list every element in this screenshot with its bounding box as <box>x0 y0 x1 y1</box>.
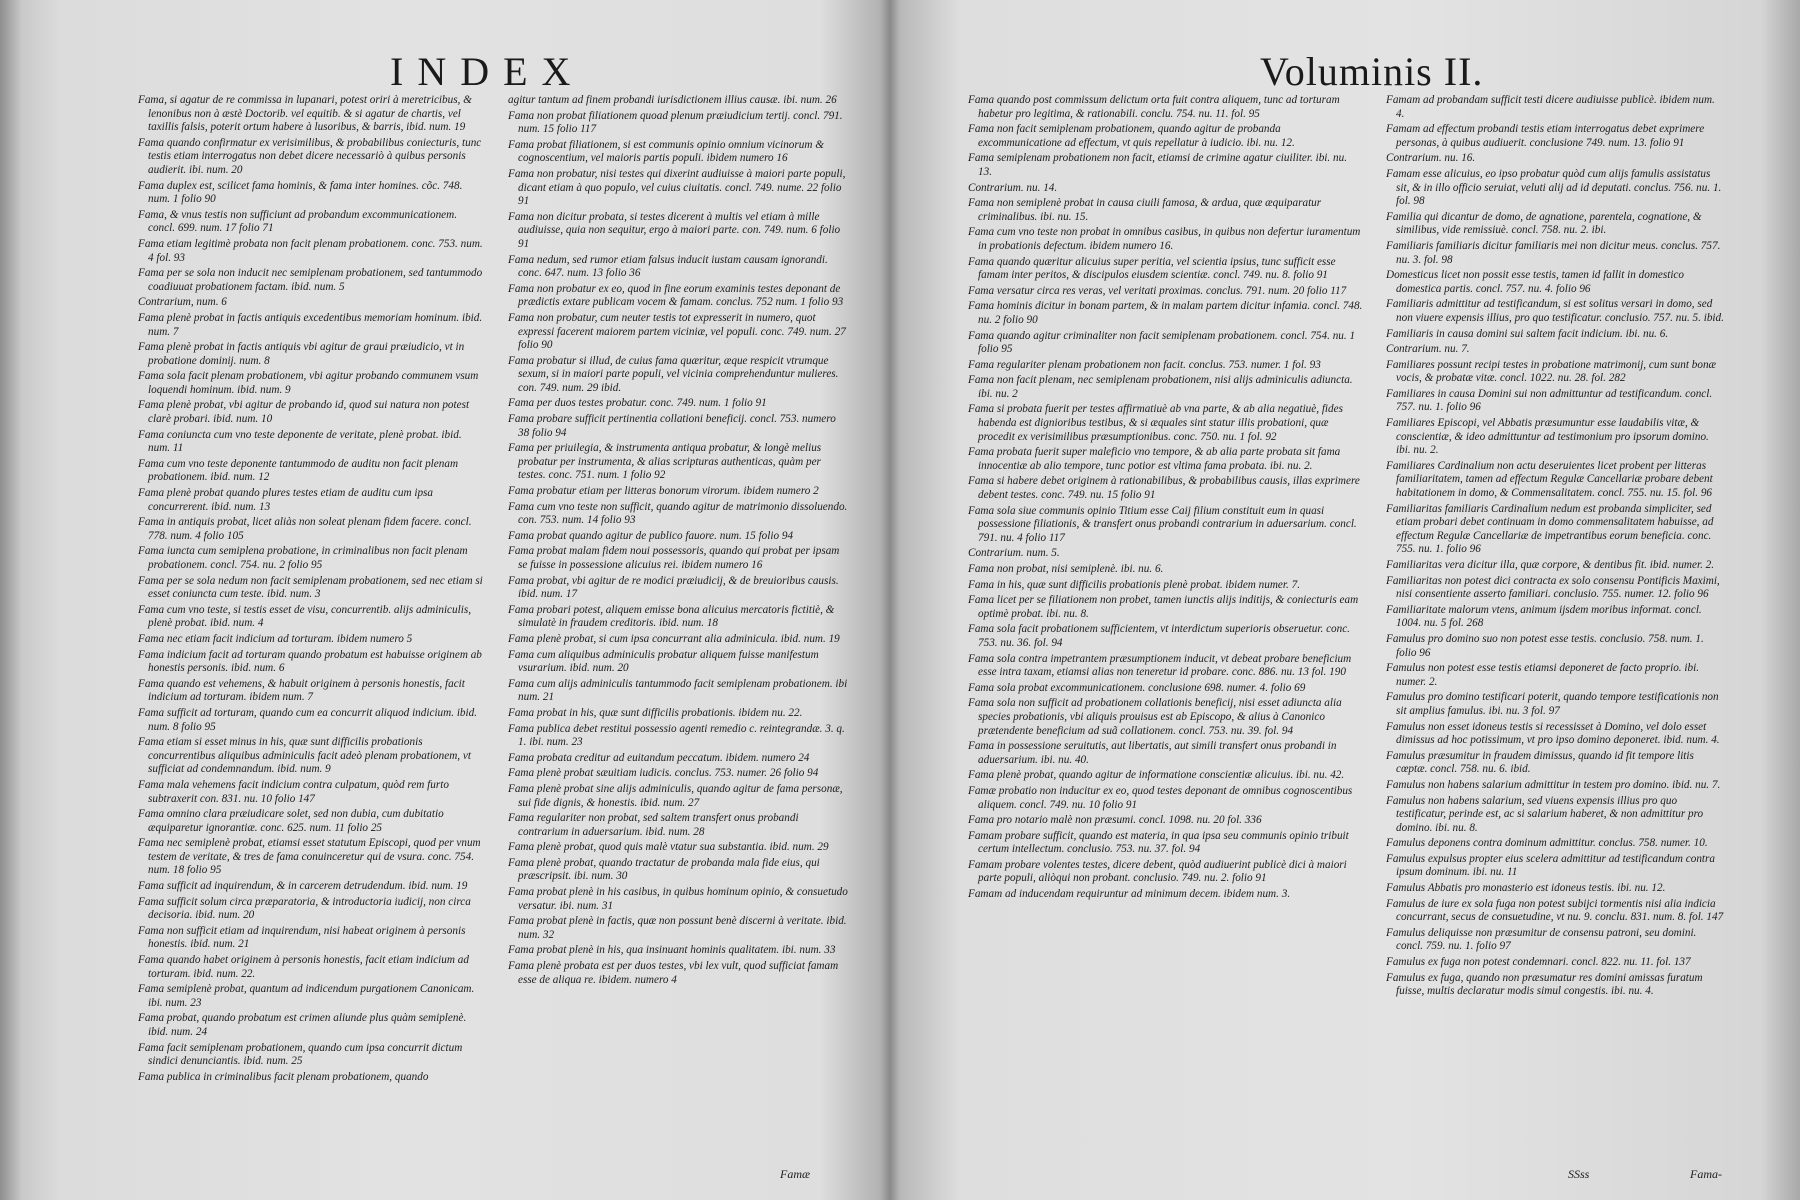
index-entry: Fama probatur etiam per litteras bonorum virorum. ibidem numero 2 <box>508 485 819 498</box>
index-entry: Fama sola siue communis opinio Titium esse Caij filium constituit eum in quasi possessione filiationis, & transfert onus probandi contrarium in aduersarium. concl. 791. nu. 4 folio 117 <box>968 504 1357 544</box>
index-entry: Fama sufficit ad inquirendum, & in carcerem detrudendum. ibid. num. 19 <box>138 880 468 893</box>
index-entry: Fama cum aliquibus adminiculis probatur aliquem fuisse manifestum vsurarium. ibid. num. 20 <box>508 648 819 675</box>
index-entry: Fama plenè probat, quando tractatur de probanda mala fide eius, qui præscripsit. ibi. num. 30 <box>508 856 820 883</box>
index-entry: Fama nec semiplenè probat, etiamsi esset statutum Episcopi, quod per vnum testem de veritate, & tres de fama conuinceretur qui de vsura. conc. 754. num. 18 folio 95 <box>138 837 481 877</box>
index-entry: Fama probata fuerit super maleficio vno tempore, & ab alia parte probata sit fama innocentiæ ab alio tempore, tunc potior est vltima fama probata. ibi. nu. 2. <box>968 446 1341 472</box>
index-entry: Fama omnino clara præiudicare solet, sed non dubia, cum dubitatio æquiparetur ignorantiæ. conc. 625. num. 11 folio 25 <box>138 808 444 834</box>
index-entry: Fama iuncta cum semiplena probatione, in criminalibus non facit plenam probationem. concl. 754. nu. 2 folio 95 <box>138 545 468 571</box>
index-entry: Fama plenè probat quando plures testes etiam de auditu cum ipsa concurrerent. ibid. num. 13 <box>138 487 433 513</box>
index-entry: Fama quando est vehemens, & habuit originem à personis honestis, facit indicium ad torturam. ibidem num. 7 <box>138 677 465 704</box>
index-column-2 <box>1386 94 1726 1150</box>
index-entry: Fama non facit semiplenam probationem, quando agitur de probanda excommunicatione ad effectum, vt quis repellatur à iudicio. ibi. nu. 12. <box>968 123 1295 149</box>
index-entry: Fama non semiplenè probat in causa ciuili famosa, & ardua, quæ æquiparatur criminalibus. ibi. nu. 15. <box>968 197 1322 223</box>
index-entry: Famam ad probandam sufficit testi dicere audiuisse publicè. ibidem num. 4. <box>1386 94 1715 120</box>
index-entry: Fama quando agitur criminaliter non facit semiplenam probationem. concl. 754. nu. 1 folio 95 <box>968 329 1356 356</box>
index-entry: Famulus non habens salarium, sed viuens expensis illius pro quo testificatur, perinde est, ac si salarium haberet, & non admittitur pro domino. ibi. nu. 8. <box>1386 794 1704 834</box>
running-head: INDEX <box>390 49 585 94</box>
index-entry: Fama per se sola nedum non facit semiplenam probationem, sed nec etiam si esset coniuncta cum teste. ibid. num. 3 <box>138 574 483 601</box>
index-entry: Fama regulariter non probat, sed saltem transfert onus probandi contrarium in aduersarium. ibid. num. 28 <box>508 812 799 838</box>
index-entry: Famulus deliquisse non præsumitur de consensu patroni, seu domini. concl. 759. nu. 1. folio 97 <box>1386 926 1697 953</box>
catchword: Fama- <box>1690 1167 1722 1181</box>
index-entry: Fama plenè probat, si cum ipsa concurrant alia adminicula. ibid. num. 19 <box>508 632 840 645</box>
index-entry: Famulus non esset idoneus testis si recessisset à Domino, vel dolo esset dimissus ad hoc potissimum, vt pro ipso domino deponeret. ibid. num. 4. <box>1386 720 1720 747</box>
index-entry: Contrarium. nu. 7. <box>1386 343 1470 356</box>
index-entry: Famam ad effectum probandi testis etiam interrogatus debet exprimere personas, à quibus audiuerit. conclusione 749. num. 13. folio 91 <box>1386 123 1705 149</box>
index-entry: Famam ad inducendam requiruntur ad minimum decem. ibidem num. 3. <box>968 888 1291 901</box>
index-column-2 <box>508 94 848 1150</box>
index-entry: Famulus expulsus propter eius scelera admittitur ad testificandum contra ipsum dominum. ibi. nu. 11 <box>1386 852 1715 879</box>
index-entry: Famulus non potest esse testis etiamsi deponeret de facto proprio. ibi. numer. 2. <box>1386 662 1700 688</box>
index-entry: Fama in his, quæ sunt difficilis probationis plenè probat. ibidem numer. 7. <box>968 578 1300 591</box>
index-entry: Fama pro notario malè non præsumi. concl. 1098. nu. 20 fol. 336 <box>968 814 1262 827</box>
index-entry: Fama in possessione seruitutis, aut libertatis, aut simili transfert onus probandi in aduersarium. ibi. nu. 40. <box>968 740 1337 766</box>
index-entry: Fama nec etiam facit indicium ad torturam. ibidem numero 5 <box>138 632 413 645</box>
index-entry: Fama sola facit probationem sufficientem, vt interdictum superioris obseruetur. conc. 753. nu. 36. fol. 94 <box>968 623 1350 649</box>
index-entry: Fama sufficit solum circa præparatoria, & introductoria iudicij, non circa decisoria. ibid. num. 20 <box>138 895 471 922</box>
index-entry: Fama probat malam fidem noui possessoris, quando qui probat per ipsam se fuisse in possessione alicuius rei. ibidem numero 16 <box>508 545 840 571</box>
index-entry: Familiaritas non potest dici contracta ex solo consensu Pontificis Maximi, nisi consentiente asserto familiari. conclusio. 755. numer. 12. folio 96 <box>1386 574 1720 601</box>
index-entry: Fama cum vno teste, si testis esset de visu, concurrentib. alijs adminiculis, plenè probat. ibid. num. 4 <box>138 603 471 630</box>
index-entry: Fama facit semiplenam probationem, quando cum ipsa concurrit dictum sindici denunciantis. ibid. num. 25 <box>138 1041 463 1068</box>
index-entry: Fama etiam legitimè probata non facit plenam probationem. conc. 753. num. 4 fol. 93 <box>138 237 483 264</box>
index-entry: Contrarium, num. 6 <box>138 296 227 309</box>
index-entry: Fama versatur circa res veras, vel veritati proximas. conclus. 791. num. 20 folio 117 <box>968 284 1347 297</box>
index-entry: Fama plenè probat in factis antiquis excedentibus memoriam hominum. ibid. num. 7 <box>138 311 483 338</box>
index-entry: Fama probari potest, aliquem emisse bona alicuius mercatoris fictitiè, & simulatè in fraudem creditoris. ibid. num. 18 <box>508 603 835 630</box>
catchword: Famæ <box>780 1167 810 1181</box>
index-entry: Fama non probat, nisi semiplenè. ibi. nu. 6. <box>968 563 1164 575</box>
index-entry: Familiaris in causa domini sui saltem facit indicium. ibi. nu. 6. <box>1386 327 1669 340</box>
index-entry: Famulus de iure ex sola fuga non potest subijci tormentis nisi alia indicia concurrant, secus de consuetudine, vt nu. 9. conclu. 831. num. 8. fol. 147 <box>1386 897 1724 924</box>
index-entry: Fama per priuilegia, & instrumenta antiqua probatur, & longè melius probatur per instrumenta, & alias scripturas authenticas, quàm per testes. conc. 751. num. 1 folio 92 <box>508 442 822 482</box>
index-entry: Familiares Cardinalium non actu deseruientes licet probent per litteras familiaritatem, tamen ad effectum Regulæ Cancellariæ probare debent habitationem in domo, & Commensalitatem. concl. 755. nu. 15. fol. 96 <box>1386 459 1713 500</box>
index-entry: Familiaris familiaris dicitur familiaris mei non dicitur meus. conclus. 757. nu. 3. fol. 98 <box>1386 239 1721 266</box>
index-entry: Fama quando post commissum delictum orta fuit contra aliquem, tunc ad torturam habetur pro legitima, & rationabili. conclu. 754. nu. 11. fol. 95 <box>968 94 1340 120</box>
index-entry: Fama regulariter plenam probationem non facit. conclus. 753. numer. 1 fol. 93 <box>968 358 1321 371</box>
index-entry: Fama quando confirmatur ex verisimilibus, & probabilibus coniecturis, tunc testis etiam interrogatus non debet dicere necessariò à quibus personis audierit. ibi. num. 20 <box>138 136 482 176</box>
index-entry: Fama quando habet originem à personis honestis, facit etiam indicium ad torturam. ibid. num. 22. <box>138 954 469 980</box>
index-entry: Fama probat, quando probatum est crimen aliunde plus quàm semiplenè. ibid. num. 24 <box>138 1012 467 1038</box>
index-entry: Fama probat filiationem, si est communis opinio omnium vicinorum & cognoscentium, vel maioris partis populi. ibidem numero 16 <box>508 138 824 165</box>
index-entry: Contrarium. nu. 14. <box>968 181 1058 194</box>
index-entry: agitur tantum ad finem probandi iurisdictionem illius causæ. ibi. num. 26 <box>508 94 837 106</box>
index-entry: Fama non probatur, nisi testes qui dixerint audiuisse à maiori parte populi, dicant etiam à quo populo, vel cuius ciuitatis. concl. 749. nume. 22 folio 91 <box>508 167 846 208</box>
index-entry: Contrarium. num. 5. <box>968 547 1060 560</box>
index-entry: Fama non probatur, cum neuter testis tot expresserit in numero, quot expressi facerent maiorem partem viciniæ, vel populi. conc. 749. num. 27 folio 90 <box>508 311 846 352</box>
index-entry: Famulus pro domino suo non potest esse testis. conclusio. 758. num. 1. folio 96 <box>1386 632 1704 659</box>
index-column-1 <box>138 94 483 1150</box>
index-entry: Fama, & vnus testis non sufficiunt ad probandum excommunicationem. concl. 699. num. 17 folio 71 <box>138 208 458 235</box>
index-entry: Fama non probatur ex eo, quod in fine eorum examinis testes deponant de prædictis extare publicam vocem & famam. conclus. 752 num. 1 folio 93 <box>508 282 844 309</box>
index-entry: Fama probat plenè in factis, quæ non possunt benè discerni à veritate. ibid. num. 32 <box>508 915 847 941</box>
index-entry: Fama plenè probat, quando agitur de informatione conscientiæ alicuius. ibi. nu. 42. <box>968 769 1345 782</box>
index-entry: Familia qui dicantur de domo, de agnatione, parentela, cognatione, & similibus, vide remissiuè. concl. 758. nu. 2. ibi. <box>1386 210 1702 237</box>
index-entry: Fama licet per se filiationem non probet, tamen iunctis alijs inditijs, & coniecturis eam optimè probat. ibi. nu. 8. <box>968 594 1359 620</box>
signature-mark: SSss <box>1568 1167 1590 1181</box>
index-column-1 <box>968 94 1363 1150</box>
index-entry: Fama probat, vbi agitur de re modici præiudicij, & de breuioribus causis. ibid. num. 17 <box>508 574 839 601</box>
index-entry: Fama probat plenè in his casibus, in quibus hominum opinio, & consuetudo versatur. ibi. num. 31 <box>508 886 848 912</box>
index-entry: Domesticus licet non possit esse testis, tamen id fallit in domestico domestica partis. concl. 757. nu. 4. folio 96 <box>1386 269 1684 295</box>
index-entry: Fama mala vehemens facit indicium contra culpatum, quòd rem furto subtraxerit con. 831. nu. 10 folio 147 <box>138 778 449 805</box>
index-entry: Famam esse alicuius, eo ipso probatur quòd cum alijs famulis assistatus sit, & in illo officio seruiat, veluti alij ad id deputati. conclus. 756. nu. 1. fol. 98 <box>1386 167 1722 208</box>
index-entry: Familiaritas familiaris Cardinalium nedum est probanda simpliciter, sed etiam probari debet continuam in domo commensalitatem habuisse, ad effectum Regulæ Cancellariæ de impetrantibus eorum beneficia. conc. 755. nu. 1. folio 96 <box>1386 502 1714 556</box>
index-entry: Fama non probat filiationem quoad plenum præiudicium tertij. concl. 791. num. 15 folio 117 <box>508 109 843 136</box>
index-entry: Contrarium. nu. 16. <box>1386 152 1476 165</box>
right-page <box>890 0 1800 1200</box>
index-entry: Fama etiam si esset minus in his, quæ sunt difficilis probationis concurrentibus aliquibus adminiculis facit adeò plenam probationem, vt sufficiat ad condemnandum. ibid. num. 9 <box>138 736 471 776</box>
running-head: Voluminis II. <box>1260 49 1484 94</box>
index-entry: Fama si habere debet originem à rationabilibus, & probabilibus causis, illas exprimere debent testes. conc. 749. nu. 15 folio 91 <box>968 475 1360 502</box>
index-entry: Famulus deponens contra dominum admittitur. conclus. 758. numer. 10. <box>1386 837 1708 850</box>
index-entry: Fama sola facit plenam probationem, vbi agitur probando communem vsum loquendi hominum. ibid. num. 9 <box>138 370 479 396</box>
index-entry: Fama semiplenè probat, quantum ad indicendum purgationem Canonicam. ibi. num. 23 <box>138 983 475 1009</box>
index-entry: Fama si probata fuerit per testes affirmatiuè ab vna parte, & ab alia negatiuè, fides habenda est dignioribus testibus, & si æquales sint statur illis probationi, quæ procedit ex verisimilibus præsumptionibus. conc. 750. nu. 1 fol. 92 <box>968 403 1343 443</box>
index-entry: Fama quando quæritur alicuius super peritia, vel scientia ipsius, tunc sufficit esse famam inter peritos, & discipulos eiusdem scientiæ. concl. 749. nu. 8. folio 91 <box>968 255 1336 282</box>
index-entry: Fama plenè probat in factis antiquis vbi agitur de graui præiudicio, vt in probatione dominij. num. 8 <box>138 341 465 367</box>
index-entry: Familiaritas vera dicitur illa, quæ corpore, & dentibus fit. ibid. numer. 2. <box>1386 559 1715 571</box>
index-entry: Familiares Episcopi, vel Abbatis præsumuntur esse laudabilis vitæ, & conscientiæ, & ideo admittuntur ad testimonium pro ipsorum domino. ibi. nu. 2. <box>1386 417 1709 457</box>
index-entry: Fama sola contra impetrantem præsumptionem inducit, vt debeat probare beneficium esse intra taxam, etiamsi alias non teneretur id probare. conc. 886. nu. 13 fol. 190 <box>968 652 1352 679</box>
index-entry: Famulus ex fuga non potest condemnari. concl. 822. nu. 11. fol. 137 <box>1386 956 1691 969</box>
index-entry: Famæ probatio non inducitur ex eo, quod testes deponant de omnibus cognoscentibus aliquem. concl. 749. nu. 10 folio 91 <box>968 784 1353 811</box>
index-entry: Fama indicium facit ad torturam quando probatum est habuisse originem ab honestis personis. ibid. num. 6 <box>138 648 482 675</box>
index-entry: Fama plenè probat, quod quis malè vtatur sua substantia. ibid. num. 29 <box>508 841 829 854</box>
left-page <box>0 0 890 1200</box>
index-entry: Famam probare sufficit, quando est materia, in qua ipsa seu communis opinio tribuit certum intellectum. conclusio. 753. nu. 37. fol. 94 <box>968 829 1349 856</box>
index-entry: Fama plenè probat sæuitiam iudicis. conclus. 753. numer. 26 folio 94 <box>508 767 819 780</box>
index-entry: Fama coniuncta cum vno teste deponente de veritate, plenè probat. ibid. num. 11 <box>138 428 462 455</box>
index-entry: Fama sufficit ad torturam, quando cum ea concurrit aliquod indicium. ibid. num. 8 folio 95 <box>138 706 478 733</box>
index-entry: Fama probat quando agitur de publico fauore. num. 15 folio 94 <box>508 529 794 542</box>
index-entry: Fama nedum, sed rumor etiam falsus inducit iustam causam ignorandi. conc. 647. num. 13 folio 36 <box>508 253 828 280</box>
index-entry: Fama plenè probat, vbi agitur de probando id, quod sui natura non potest clarè probari. ibid. num. 10 <box>138 399 470 426</box>
index-entry: Fama non dicitur probata, si testes dicerent à multis vel etiam à mille audiuisse, quia non sequitur, ergo à maiori parte. con. 749. num. 6 folio 91 <box>508 210 841 250</box>
index-entry: Fama probata creditur ad euitandum peccatum. ibidem. numero 24 <box>508 751 810 764</box>
index-entry: Famulus non habens salarium admittitur in testem pro domino. ibid. nu. 7. <box>1386 778 1721 791</box>
index-entry: Fama probat in his, quæ sunt difficilis probationis. ibidem nu. 22. <box>508 706 803 719</box>
index-entry: Fama per se sola non inducit nec semiplenam probationem, sed tantummodo coadiuuat probationem factam. ibid. num. 5 <box>138 267 483 293</box>
index-entry: Fama sola non sufficit ad probationem collationis beneficij, nisi esset adiuncta alia species probationis, vbi aliquis prouisus est ab Episcopo, & alius à Canonico prætendente beneficium ad suã collationem. concl. 753. nu. 39. fol. 94 <box>968 697 1342 737</box>
index-entry: Fama per duos testes probatur. conc. 749. num. 1 folio 91 <box>508 397 767 410</box>
index-entry: Famulus Abbatis pro monasterio est idoneus testis. ibi. nu. 12. <box>1386 882 1666 895</box>
index-entry: Fama plenè probata est per duos testes, vbi lex vult, quod sufficiat famam esse de aliqua re. ibidem. numero 4 <box>508 960 839 986</box>
index-entry: Fama non facit plenam, nec semiplenam probationem, nisi alijs adminiculis adiuncta. ibi. nu. 2 <box>968 374 1353 400</box>
index-entry: Fama probare sufficit pertinentia collationi beneficij. concl. 753. numero 38 folio 94 <box>508 413 836 439</box>
index-entry: Fama non sufficit etiam ad inquirendum, nisi habeat originem à personis honestis. ibid. num. 21 <box>138 924 466 951</box>
index-entry: Fama hominis dicitur in bonam partem, & in malam partem dicitur infamia. concl. 748. nu. 2 folio 90 <box>968 300 1363 326</box>
index-entry: Fama probat plenè in his, qua insinuant hominis qualitatem. ibi. num. 33 <box>508 944 836 957</box>
index-entry: Fama semiplenam probationem non facit, etiamsi de crimine agatur ciuiliter. ibi. nu. 13. <box>968 152 1347 178</box>
index-entry: Fama cum vno teste non probat in omnibus casibus, in quibus non defertur iuramentum in probationis defectum. ibidem numero 16. <box>968 226 1361 252</box>
index-entry: Fama publica in criminalibus facit plenam probationem, quando <box>138 1070 429 1083</box>
index-entry: Familiares possunt recipi testes in probatione matrimonij, cum sunt bonæ vocis, & probatæ vitæ. concl. 1022. nu. 28. fol. 282 <box>1386 358 1717 385</box>
index-entry: Familiares in causa Domini sui non admittuntur ad testificandum. concl. 757. nu. 1. folio 96 <box>1386 387 1713 414</box>
index-entry: Fama sola probat excommunicationem. conclusione 698. numer. 4. folio 69 <box>968 681 1306 694</box>
index-entry: Familiaris admittitur ad testificandum, si est solitus versari in domo, sed non viuere expensis illius, pro quo testificatur. conclusio. 757. nu. 5. ibid. <box>1386 298 1724 324</box>
index-entry: Famulus ex fuga, quando non præsumatur res domini amissas furatum fuisse, multis declaratur modis simul congestis. ibi. nu. 4. <box>1386 971 1703 998</box>
index-entry: Fama in antiquis probat, licet aliàs non soleat plenam fidem facere. concl. 778. num. 4 folio 105 <box>138 516 472 542</box>
index-entry: Fama probatur si illud, de cuius fama quæritur, æque respicit vtrumque sexum, si in maiori parte populi, vel vicinia comprehenduntur mulieres. con. 749. num. 29 ibid. <box>508 354 839 394</box>
index-entry: Famulus præsumitur in fraudem dimissus, quando id fit tempore litis cœptæ. concl. 758. nu. 6. ibid. <box>1386 749 1694 776</box>
index-entry: Familiaritate malorum vtens, animum ijsdem moribus informat. concl. 1004. nu. 5 fol. 268 <box>1386 603 1702 630</box>
index-entry: Fama duplex est, scilicet fama hominis, & fama inter homines. cõc. 748. num. 1 folio 90 <box>138 179 463 206</box>
index-entry: Fama cum vno teste deponente tantummodo de auditu non facit plenam probationem. ibid. num. 12 <box>138 457 459 484</box>
index-entry: Fama, si agatur de re commissa in lupanari, potest oriri à meretricibus, & lenonibus non à æstè Doctorib. vel equitib. & si agatur de chartis, vel taxillis falsis, poterit ortum habere à lusoribus, & barris, ibid. num. 19 <box>138 94 472 134</box>
index-entry: Famam probare volentes testes, dicere debent, quòd audiuerint publicè dici à maiori parte populi, aliòqui non probant. conclusio. 749. nu. 2. folio 91 <box>968 858 1347 885</box>
index-entry: Fama plenè probat sine alijs adminiculis, quando agitur de fama personæ, sui fide dignis, & honestis. ibid. num. 27 <box>508 782 843 809</box>
index-entry: Fama publica debet restitui possessio agenti remedio c. reintegrandæ. 3. q. 1. ibi. num. 23 <box>508 722 845 749</box>
index-entry: Famulus pro domino testificari poterit, quando tempore testificationis non sit amplius famulus. ibi. nu. 3 fol. 97 <box>1386 691 1719 717</box>
index-entry: Fama cum alijs adminiculis tantummodo facit semiplenam probationem. ibi num. 21 <box>508 677 848 704</box>
index-entry: Fama cum vno teste non sufficit, quando agitur de matrimonio dissoluendo. con. 753. num. 14 folio 93 <box>508 500 848 527</box>
